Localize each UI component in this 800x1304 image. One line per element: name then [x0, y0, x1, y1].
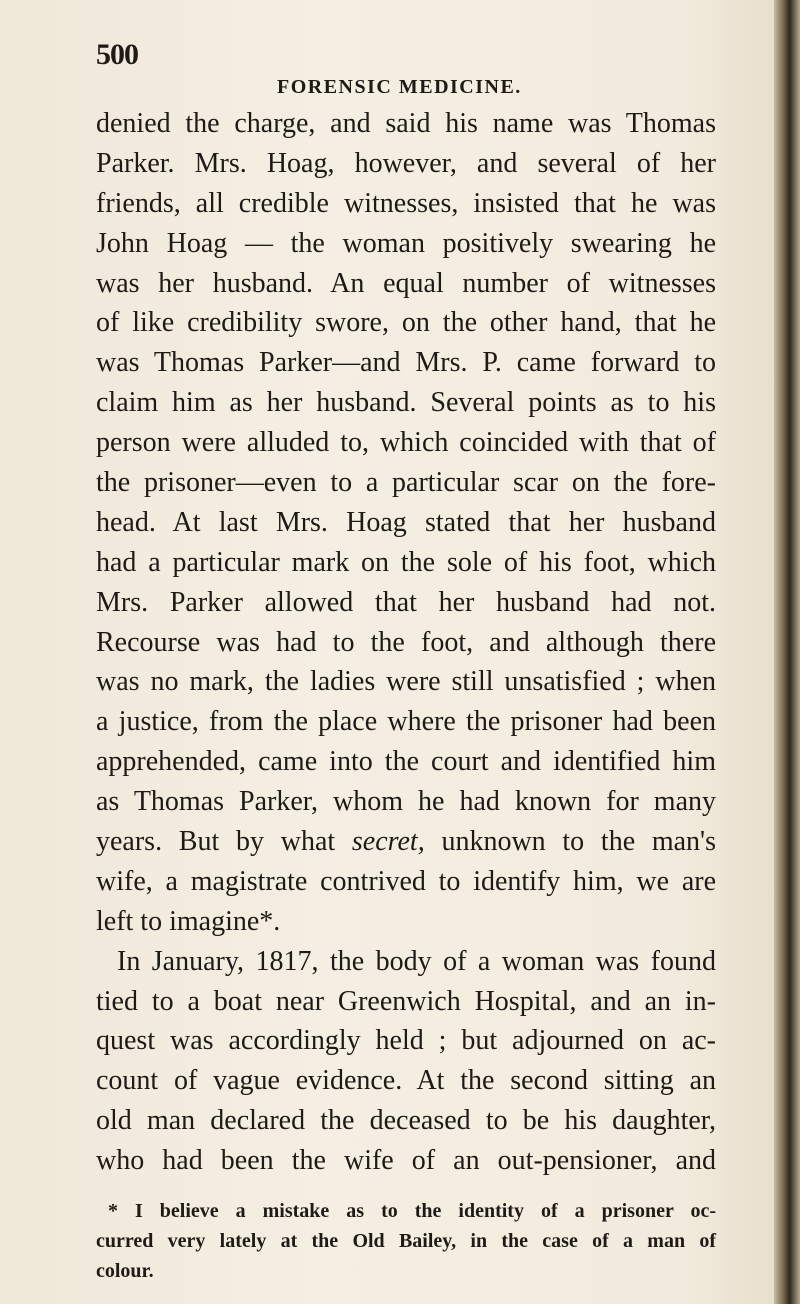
- text-line: was no mark, the ladies were still unsatisfied ; when: [96, 666, 716, 698]
- text-line: Mrs. Parker allowed that her husband had not.: [96, 586, 716, 618]
- text-line-with-emphasis: [96, 822, 716, 862]
- paragraph-end-line: left to imagine*.: [96, 905, 281, 937]
- text-line: was her husband. An equal number of witnesses: [96, 267, 716, 299]
- footnote-line: curred very lately at the Old Bailey, in the case of a man of: [96, 1230, 716, 1252]
- body-text: [96, 104, 716, 1181]
- text-line: head. At last Mrs. Hoag stated that her husband: [96, 506, 716, 538]
- footnote: [96, 1196, 716, 1286]
- running-title: FORENSIC MEDICINE.: [277, 76, 522, 98]
- page-header: [96, 36, 716, 98]
- text-line: the prisoner—even to a particular scar on the fore-: [96, 467, 716, 499]
- text-line: denied the charge, and said his name was Thomas: [96, 108, 716, 139]
- text-line: as Thomas Parker, whom he had known for many: [96, 786, 716, 818]
- text-line: claim him as her husband. Several points as to his: [96, 387, 716, 419]
- text-line: of like credibility swore, on the other hand, that he: [96, 307, 716, 339]
- text-segment: unknown to the man's: [424, 826, 716, 858]
- text-line: quest was accordingly held ; but adjourned on ac-: [96, 1025, 716, 1057]
- text-line: John Hoag — the woman positively swearing he: [96, 227, 716, 259]
- text-line: person were alluded to, which coincided with that of: [96, 427, 716, 459]
- text-line: count of vague evidence. At the second sitting an: [96, 1065, 716, 1097]
- text-segment: years. But by what: [96, 826, 352, 858]
- page-binding-edge: [774, 0, 800, 1304]
- paragraph-start-line: In January, 1817, the body of a woman was found: [117, 945, 716, 977]
- text-line: Recourse was had to the foot, and although there: [96, 626, 716, 658]
- page-number: 500: [96, 38, 138, 71]
- text-line: a justice, from the place where the prisoner had been: [96, 706, 716, 738]
- text-line: had a particular mark on the sole of his foot, which: [96, 546, 716, 578]
- footnote-line: colour.: [96, 1260, 154, 1282]
- text-line: was Thomas Parker—and Mrs. P. came forward to: [96, 347, 716, 379]
- text-line: tied to a boat near Greenwich Hospital, and an in-: [96, 985, 716, 1017]
- text-line: friends, all credible witnesses, insisted that he was: [96, 187, 716, 219]
- text-line: old man declared the deceased to be his daughter,: [96, 1105, 716, 1137]
- text-line: apprehended, came into the court and identified him: [96, 746, 716, 778]
- footnote-line: * I believe a mistake as to the identity of a prisoner oc-: [108, 1200, 716, 1222]
- text-line: wife, a magistrate contrived to identify him, we are: [96, 865, 716, 897]
- text-line: who had been the wife of an out-pensioner, and: [96, 1145, 716, 1177]
- italic-emphasis: secret,: [351, 826, 425, 858]
- text-line: Parker. Mrs. Hoag, however, and several of her: [96, 147, 716, 179]
